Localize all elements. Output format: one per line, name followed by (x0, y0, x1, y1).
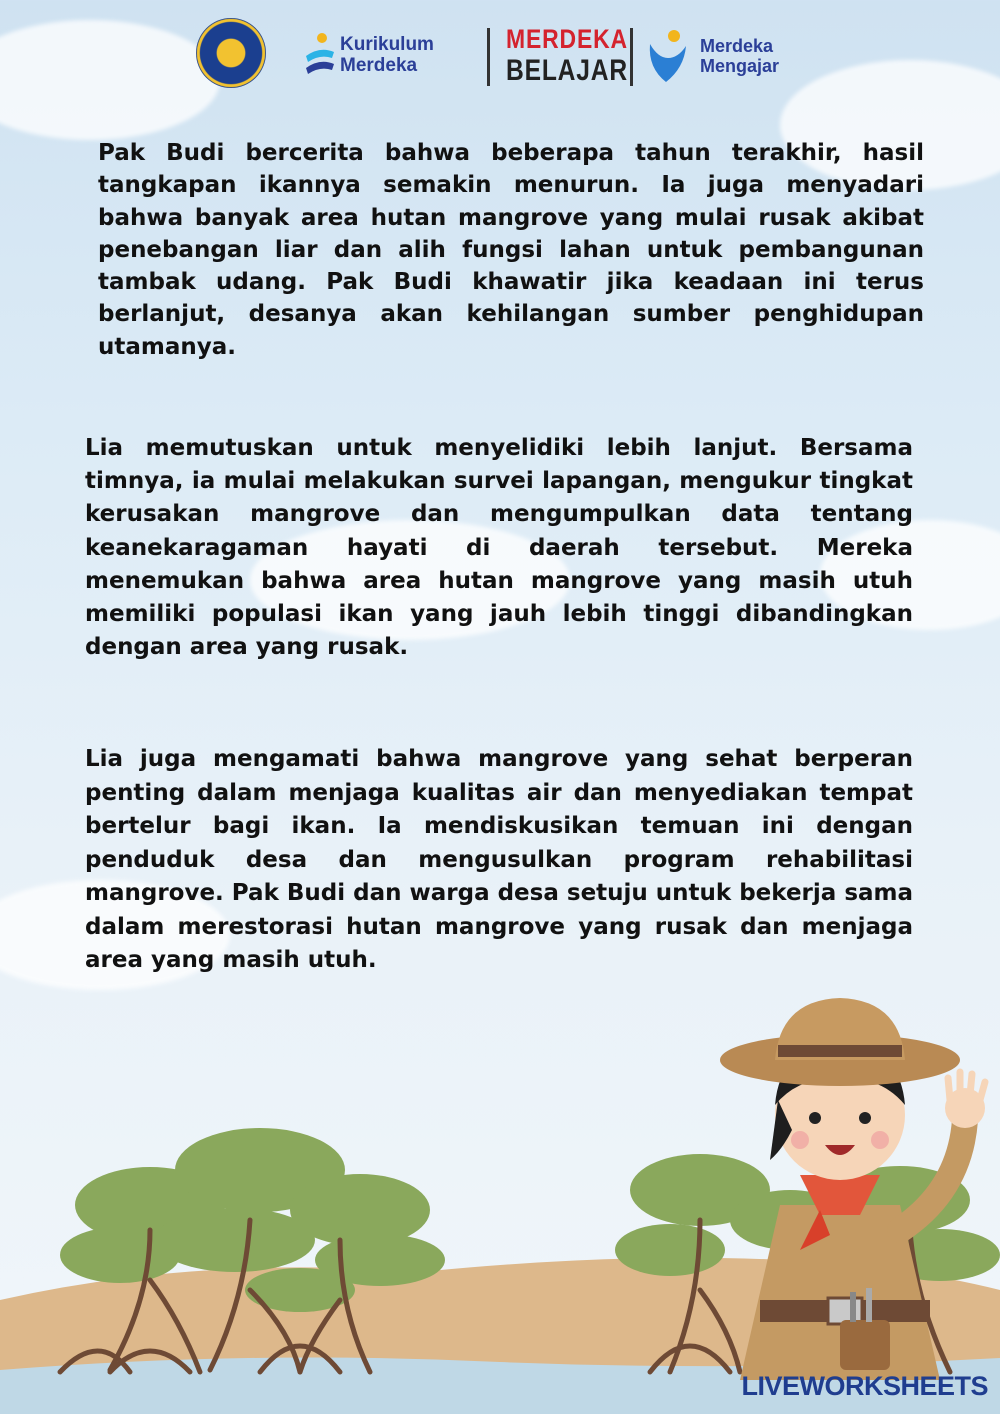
story-paragraph-3: Lia juga mengamati bahwa mangrove yang sehat berperan penting dalam menjaga kualitas air dan menyediakan tempat bertelur bagi ikan. Ia mendiskusikan temuan ini dengan penduduk desa dan mengusulkan program rehabilitasi mangrove. Pak Budi dan warga desa setuju untuk bekerja sama dalam merestorasi hutan mangrove yang rusak dan menjaga area yang masih utuh. (85, 746, 914, 973)
kurikulum-logo-line1: Kurikulum (340, 34, 434, 55)
story-paragraph-1: Pak Budi bercerita bahwa beberapa tahun terakhir, hasil tangkapan ikannya semakin menurun. Ia juga menyadari bahwa banyak area hutan mangrove yang mulai rusak akibat penebangan liar dan alih fungsi lahan untuk pembangunan tambak udang. Pak Budi khawatir jika keadaan ini terus berlanjut, desanya akan kehilangan sumber penghidupan utamanya. (98, 140, 924, 360)
merdeka-belajar-line2: BELAJAR (506, 54, 628, 87)
liveworksheets-brand (741, 1371, 988, 1402)
merdeka-belajar-line1: MERDEKA (506, 24, 628, 54)
merdeka-mengajar-line1: Merdeka (700, 36, 774, 56)
kurikulum-logo-line2: Merdeka (340, 55, 418, 76)
story-paragraph-2: Lia memutuskan untuk menyelidiki lebih lanjut. Bersama timnya, ia mulai melakukan survei lapangan, mengukur tingkat kerusakan mangrove dan mengumpulkan data tentang keanekaragaman hayati di daerah tersebut. Mereka menemukan bahwa area hutan mangrove yang masih utuh memiliki populasi ikan yang jauh lebih tinggi dibandingkan dengan area yang rusak. (85, 435, 913, 661)
merdeka-mengajar-line2: Mengajar (700, 56, 780, 76)
liveworksheets-brand-text: LIVEWORKSHEETS (741, 1371, 988, 1401)
